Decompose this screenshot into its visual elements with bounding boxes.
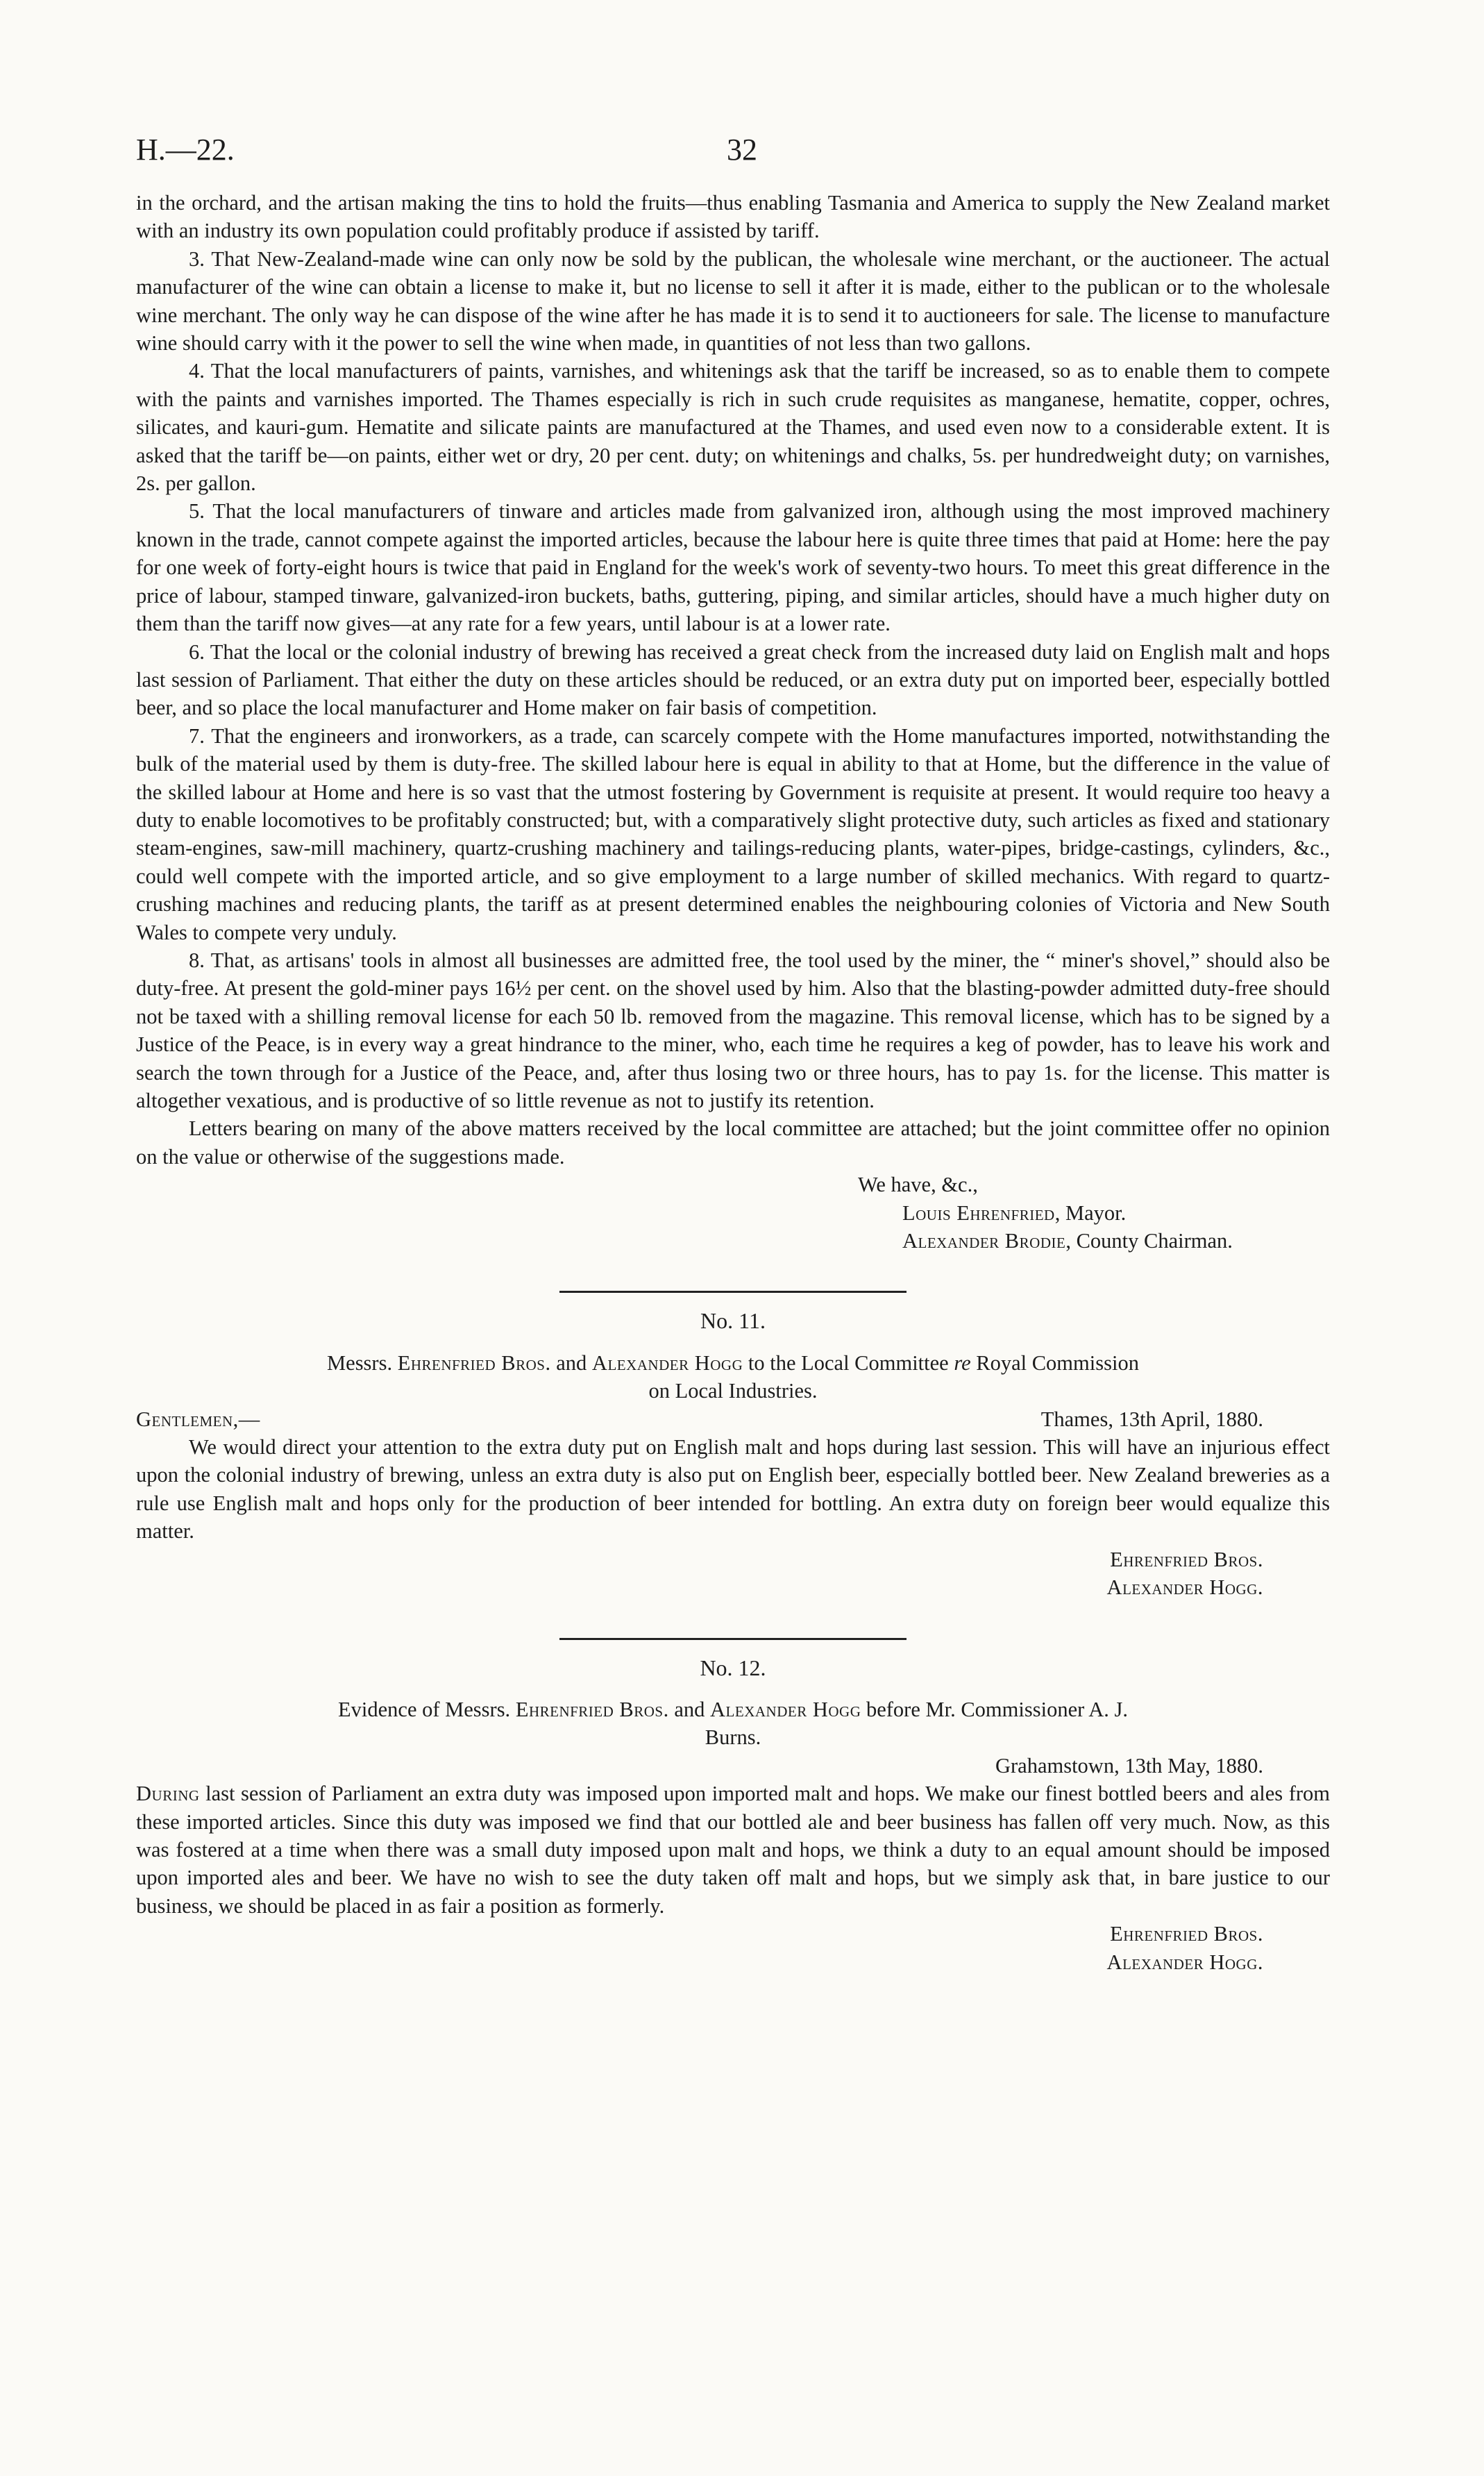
title-italic: re — [954, 1350, 971, 1375]
document-body — [136, 189, 1330, 1976]
paragraph-point-8: 8. That, as artisans' tools in almost all businesses are admitted free, the tool used by the miner, the “ miner's shovel,” should also be duty-free. At present the gold-miner pays 16½ per cent. on the shovel used by him. Also that the blasting-powder admitted duty-free should not be taxed with a shilling removal license for each 50 lb. removed from the magazine. This removal license, which has to be signed by a Justice of the Peace, is in every way a great hindrance to the miner, who, each time he requires a keg of powder, has to leave his work and search the town through for a Justice of the Peace, and, after thus losing two or three hours, has to pay 1s. for the license. This matter is altogether vexatious, and is productive of so little revenue as not to justify its retention. — [136, 948, 1330, 1112]
salutation: Gentlemen,— — [136, 1407, 260, 1431]
section-divider — [559, 1638, 907, 1640]
person-name: Alexander Hogg — [710, 1697, 861, 1721]
signatory-name: Alexander Brodie — [902, 1229, 1066, 1253]
signatory: Ehrenfried Bros. — [1110, 1922, 1263, 1946]
signatory: Alexander Hogg. — [1106, 1575, 1263, 1600]
section-title — [136, 1696, 1330, 1723]
paragraph-continuation: in the orchard, and the artisan making the tins to hold the fruits—thus enabling Tasmania and America to supply the New Zealand market with an industry its own population could profitably produce if assisted by tariff. — [136, 191, 1330, 243]
page-number: 32 — [727, 133, 757, 167]
title-text: before Mr. Commissioner A. J. — [861, 1697, 1128, 1721]
page-header — [136, 132, 1348, 174]
salutation: We have, &c., — [858, 1173, 978, 1197]
paragraph-point-6: 6. That the local or the colonial industry of brewing has received a great check from the increased duty laid on English malt and hops last session of Parliament. That either the duty on these articles should be reduced, or an extra duty put on imported beer, especially bottled beer, and so place the local manufacturer and Home maker on fair basis of competition. — [136, 639, 1330, 720]
document-reference: H.—22. — [136, 133, 235, 167]
salutation-date-row — [136, 1405, 1330, 1433]
title-text: to the Local Committee — [743, 1350, 954, 1375]
section-title-line-2: on Local Industries. — [648, 1379, 818, 1403]
section-divider — [559, 1291, 907, 1293]
paragraph-point-3: 3. That New-Zealand-made wine can only now be sold by the publican, the wholesale wine merchant, or the auctioneer. The actual manufacturer of the wine can obtain a license to make it, but no license to sell it after it is made, either to the publican or to the wholesale wine merchant. The only way he can dispose of the wine after he has made it is to send it to auctioneers for sale. The license to manufacture wine should carry with it the power to sell the wine when made, in quantities of not less than two gallons. — [136, 246, 1330, 355]
title-text: Evidence of Messrs. — [338, 1697, 516, 1721]
body-text: last session of Parliament an extra duty was imposed upon imported malt and hops. We make our finest bottled beers and ales from these imported articles. Since this duty was imposed we find that our bottled ale and beer business has fallen off very much. Now, as this was fostered at a time when there was a small duty imposed upon malt and hops, we think a duty to an equal amount should be imposed upon imported ales and beer. We have no wish to see the duty taken off malt and hops, but we simply ask that, in bare justice to our business, we should be placed in as fair a position as formerly. — [136, 1782, 1330, 1918]
place-date: Thames, 13th April, 1880. — [1040, 1407, 1263, 1431]
title-text: Messrs. — [327, 1350, 398, 1375]
lead-word: During — [136, 1782, 200, 1806]
evidence-body — [136, 1780, 1330, 1920]
signatory-name: Louis Ehrenfried — [902, 1201, 1055, 1225]
paragraph-closing: Letters bearing on many of the above matters received by the local committee are attached; but the joint committee offer no opinion on the value or otherwise of the suggestions made. — [136, 1116, 1330, 1169]
signatory-title: , County Chairman. — [1065, 1229, 1233, 1253]
letter-body: We would direct your attention to the extra duty put on English malt and hops during last session. This will have an injurious effect upon the colonial industry of brewing, unless an extra duty is also put on English beer, especially bottled beer. New Zealand breweries as a rule use English malt and hops only for the production of beer intended for bottling. An extra duty on foreign beer would equalize this matter. — [136, 1435, 1330, 1544]
signatory-title: , Mayor. — [1054, 1201, 1127, 1225]
paragraph-point-4: 4. That the local manufacturers of paints, varnishes, and whitenings ask that the tariff be increased, so as to enable them to compete with the paints and varnishes imported. The Thames especially is rich in such crude requisites as manganese, hematite, copper, ochres, silicates, and kauri-gum. Hematite and silicate paints are manufactured at the Thames, and used even now to a considerable extent. It is asked that the tariff be—on paints, either wet or dry, 20 per cent. duty; on whitenings and chalks, 5s. per hundredweight duty; on varnishes, 2s. per gallon. — [136, 359, 1330, 496]
section-number: No. 12. — [700, 1655, 766, 1680]
signature-block — [136, 1171, 1330, 1255]
title-text: Royal Commission — [970, 1350, 1139, 1375]
person-name: Alexander Hogg — [591, 1350, 743, 1375]
signatory-mayor — [858, 1199, 1330, 1227]
title-text: and — [550, 1350, 592, 1375]
title-text: and — [668, 1697, 711, 1721]
signatory-county-chairman — [858, 1227, 1330, 1255]
section-no-11 — [136, 1307, 1330, 1601]
firm-name: Ehrenfried Bros. — [515, 1697, 669, 1721]
firm-name: Ehrenfried Bros. — [397, 1350, 551, 1375]
signatory: Alexander Hogg. — [1106, 1950, 1263, 1974]
section-number: No. 11. — [700, 1308, 766, 1334]
paragraph-point-7: 7. That the engineers and ironworkers, as a trade, can scarcely compete with the Home manufactures imported, notwithstanding the bulk of the material used by them is duty-free. The skilled labour here is equal in ability to that at Home, but the difference in the value of the skilled labour at Home and here is so vast that the utmost fostering by Government is requisite at present. It would require too heavy a duty to enable locomotives to be profitably constructed; but, with a comparatively slight protective duty, such articles as fixed and stationary steam-engines, saw-mill machinery, quartz-crushing machinery and tailings-reducing plants, water-pipes, bridge-castings, cylinders, &c., could well compete with the imported article, and so give employment to a large number of skilled mechanics. With regard to quartz-crushing machines and reducing plants, the tariff as at present determined enables the neighbouring colonies of Victoria and New South Wales to compete very unduly. — [136, 723, 1330, 944]
section-title-line-2: Burns. — [705, 1725, 761, 1750]
section-no-12 — [136, 1654, 1330, 1976]
place-date: Grahamstown, 13th May, 1880. — [995, 1753, 1263, 1777]
section-title — [136, 1349, 1330, 1377]
paragraph-point-5: 5. That the local manufacturers of tinware and articles made from galvanized iron, although using the most improved machinery known in the trade, cannot compete against the imported articles, because the labour here is quite three times that paid at Home: here the pay for one week of forty-eight hours is twice that paid in England for the week's work of seventy-two hours. To meet this great difference in the price of labour, stamped tinware, galvanized-iron buckets, baths, guttering, piping, and similar articles, should have a much higher duty on them than the tariff now gives—at any rate for a few years, until labour is at a lower rate. — [136, 499, 1330, 636]
signatory: Ehrenfried Bros. — [1110, 1547, 1263, 1571]
